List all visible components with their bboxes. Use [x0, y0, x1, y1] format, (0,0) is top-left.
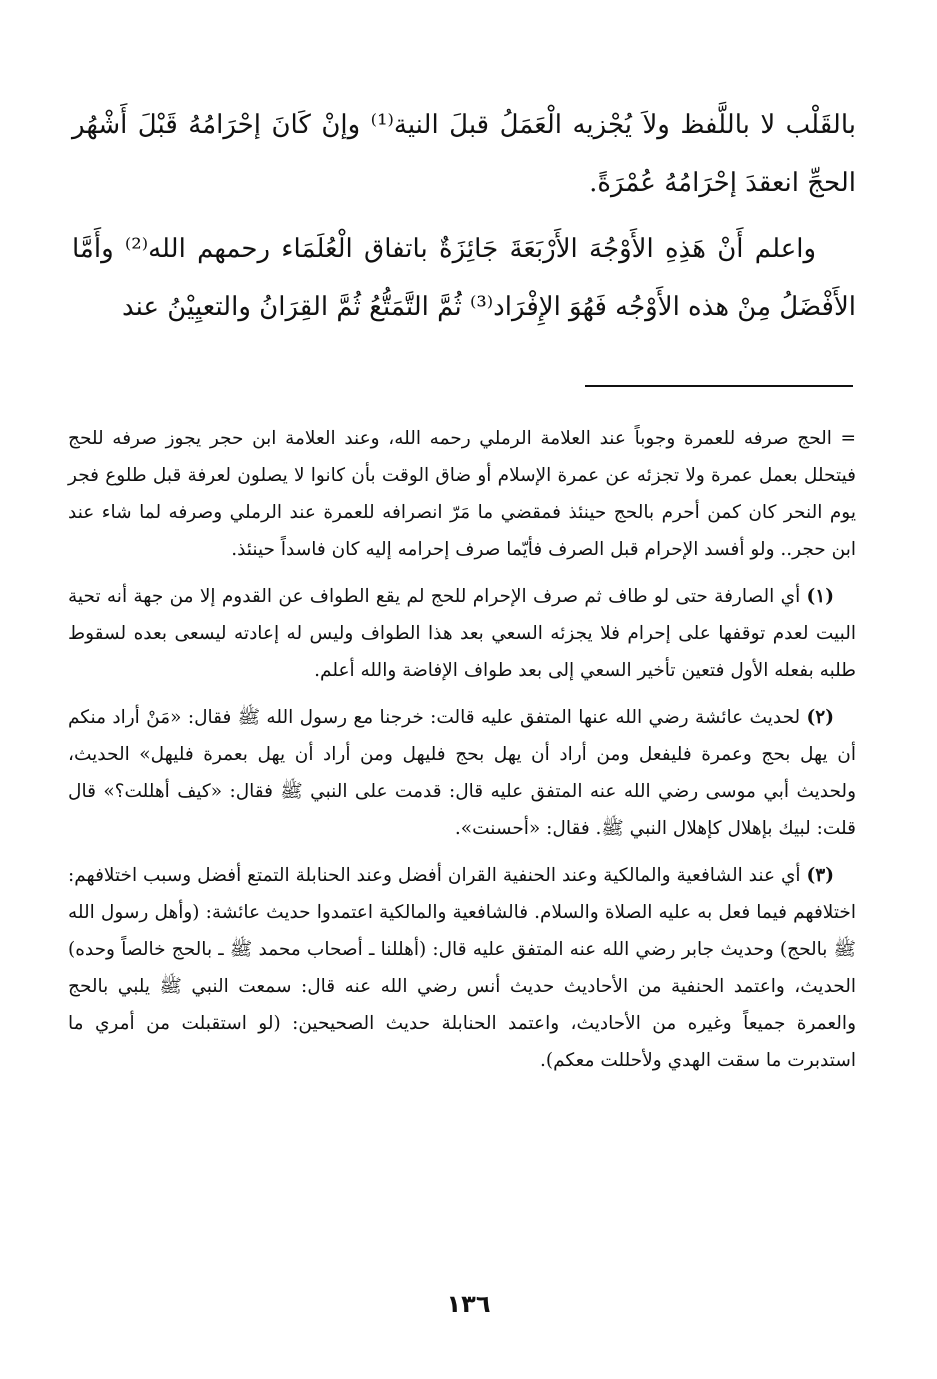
- footnote-1: [68, 578, 856, 689]
- footnote-separator: [585, 385, 853, 387]
- footnote-3-text: أي عند الشافعية والمالكية وعند الحنفية القران أفضل وعند الحنابلة التمتع أفضل وسبب اختلافهم: اختلافهم فيما فعل به عليه الصلاة والسلام. فالشافعية والمالكية اعتمدوا حديث عائشة: (وأهل رسول الله ﷺ بالحج) وحديث جابر رضي الله عنه المتفق عليه قال: (أهللنا ـ أصحاب محمد ﷺ ـ بالحج خالصاً وحده) الحديث، واعتمد الحنفية من الأحاديث حديث أنس رضي الله عنه قال: سمعت النبي ﷺ يلبي بالحج والعمرة جميعاً وغيره من الأحاديث، واعتمد الحنابلة حديث الصحيحين: (لو استقبلت من أمري ما استدبرت ما سقت الهدي ولأحللت معكم).: [68, 865, 856, 1071]
- footnote-1-marker: (١): [806, 586, 834, 607]
- footnote-1-text: أي الصارفة حتى لو طاف ثم صرف الإحرام للحج لم يقع الطواف عن القدوم إلا من جهة أنه تحية البيت لعدم توقفها على إحرام فلا يجزئه السعي بعد هذا الطواف وليس له إعادته ليسعى بعده لسقوط طلبه بفعله الأول فتعين تأخير السعي إلى بعد طواف الإفاضة والله أعلم.: [68, 586, 856, 681]
- footnote-2-text: لحديث عائشة رضي الله عنها المتفق عليه قالت: خرجنا مع رسول الله ﷺ فقال: «مَنْ أراد منكم أن يهل بحج وعمرة فليفعل ومن أراد أن يهل بحج فليهل ومن أراد أن يهل بعمرة فليهل» الحديث، ولحديث أبي موسى رضي الله عنه المتفق عليه قال: قدمت على النبي ﷺ فقال: «كيف أهللت؟» قال قلت: لبيك بإهلال كإهلال النبي ﷺ. فقال: «أحسنت».: [68, 707, 856, 839]
- page-number: ١٣٦: [446, 1290, 491, 1318]
- footnote-2: [68, 699, 856, 847]
- main-paragraph-2: واعلم أَنْ هَذِهِ الأَوْجُهَ الأَرْبَعَةَ جَائِزَةٌ باتفاق الْعُلَمَاء رحمهم الله⁽²⁾ وأَمَّا الأَفْضَلُ مِنْ هذه الأَوْجُه فَهُوَ الإِفْرَاد⁽³⁾ ثُمَّ التَّمَتُّعُ ثُمَّ القِرَانُ والتعيِيْنُ عند: [72, 234, 856, 322]
- main-paragraph-1: بالقَلْب لا باللَّفظ ولاَ يُجْزيه الْعَمَلُ قبلَ النية⁽¹⁾ وإنْ كَانَ إحْرَامُهُ قَبْلَ أَشْهُر الحجِّ انعقدَ إحْرَامُهُ عُمْرَةً.: [72, 110, 856, 198]
- main-text: [72, 96, 856, 336]
- footnote-3-marker: (٣): [806, 865, 834, 886]
- footnote-continuation: = الحج صرفه للعمرة وجوباً عند العلامة الرملي رحمه الله، وعند العلامة ابن حجر يجوز صرفه للحج فيتحلل بعمل عمرة ولا تجزئه عن عمرة الإسلام أو ضاق الوقت بأن كانوا لا يصلون لعرفة قبل طلوع فجر يوم النحر كان كمن أحرم بالحج حينئذ فمقضي ما مَرّ انصرافه للعمرة عند الرملي وصرفه لما شاء عند ابن حجر.. ولو أفسد الإحرام قبل الصرف فأيّما صرف إحرامه إليه كان فاسداً حينئذ.: [68, 428, 856, 560]
- footnote-3: [68, 857, 856, 1079]
- footnotes: [68, 420, 856, 1089]
- footnote-2-marker: (٢): [806, 707, 834, 728]
